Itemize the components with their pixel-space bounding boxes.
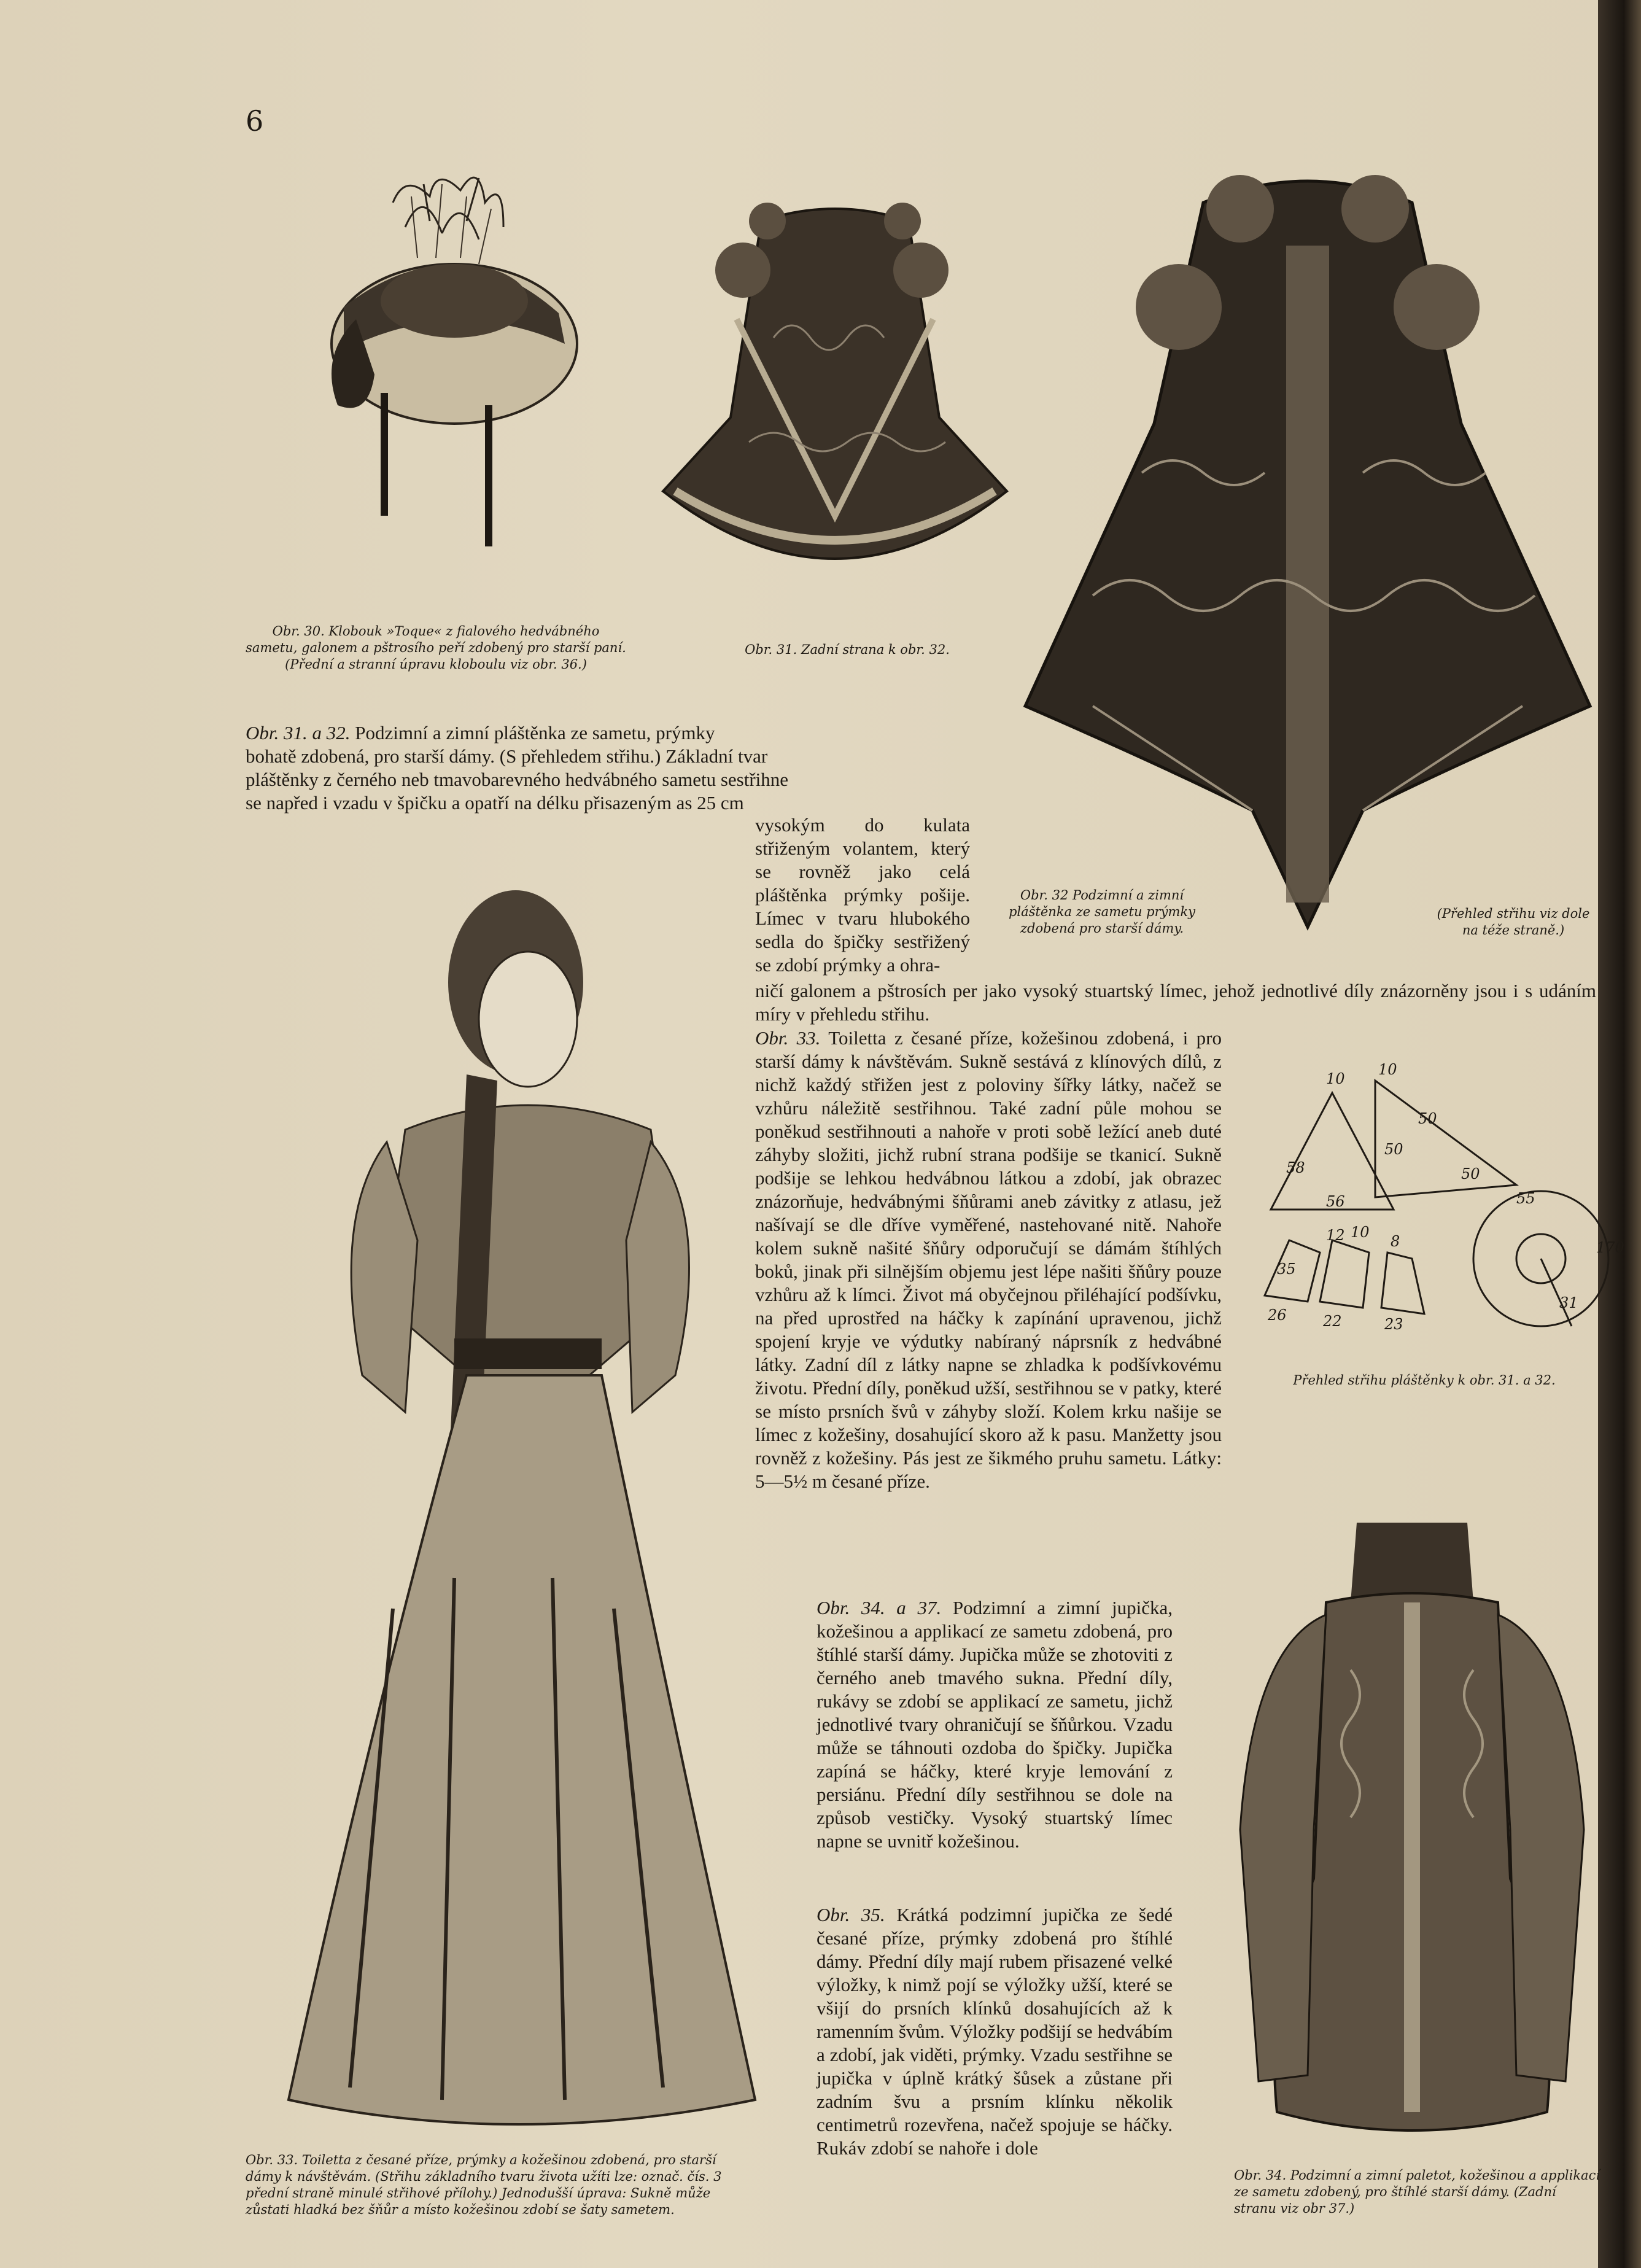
caption-fig33: Obr. 33. Toiletta z česané příze, prýmky a kožešinou zdobená, pro starší dámy k návštěvám. (Střihu základního tvaru života užíti lze: označ. čís. 3 přední straně minulé střihové přílohy.) Jednodušší úprava: Sukně může zůstati hladká bez šňůr a místo kožešinou zdobí se šaty sametem. bbox=[246, 2153, 722, 2217]
caption-pattern: Přehled střihu pláštěnky k obr. 31. a 32. bbox=[1293, 1373, 1556, 1388]
figure-ref: Obr. 34. a 37. bbox=[817, 1597, 942, 1618]
paragraph-text: ničí galonem a pštrosích per jako vysoký stuartský límec, jehož jednotlivé díly znázorněny jsou i s udáním míry v přehledu střihu. bbox=[755, 980, 1596, 1025]
article-text-fig34 bbox=[817, 1596, 1173, 1853]
paragraph-text: vysokým do kulata střiženým volantem, který se rovněž jako celá pláštěnka prýmky pošije. Límec v tvaru hlubokého sedla do špičky sestřižený se zdobí prýmky a ohra- bbox=[755, 814, 970, 976]
text-line: pláštěnky z černého neb tmavobarevného hedvábného sametu sestřihne bbox=[246, 769, 789, 790]
article-text-cape-cont bbox=[755, 814, 970, 977]
figure-ref: Obr. 33. bbox=[755, 1027, 821, 1049]
cape-back-illustration bbox=[651, 184, 1019, 602]
caption-fig34: Obr. 34. Podzimní a zimní paletot, kožešinou a applikací ze sametu zdobený, pro štíhlé starší dámy. (Zadní stranu viz obr 37.) bbox=[1234, 2168, 1600, 2216]
pattern-label: 35 bbox=[1277, 1260, 1296, 1278]
page-number: 6 bbox=[246, 104, 264, 138]
pattern-label: 8 bbox=[1391, 1233, 1400, 1250]
pattern-label: 22 bbox=[1323, 1313, 1342, 1330]
text-line: se napřed i vzadu v špičku a opatří na délku přisazeným as 25 cm bbox=[246, 792, 744, 814]
pattern-label: 26 bbox=[1268, 1307, 1287, 1324]
pattern-label: 170 bbox=[1596, 1239, 1624, 1256]
article-text-intro bbox=[246, 721, 970, 815]
pattern-label: 31 bbox=[1559, 1294, 1578, 1311]
pattern-label: 12 bbox=[1326, 1227, 1345, 1244]
pattern-label: 23 bbox=[1384, 1316, 1403, 1333]
hat-illustration bbox=[282, 160, 626, 577]
pattern-label: 10 bbox=[1378, 1061, 1397, 1078]
paragraph-text: Podzimní a zimní jupička, kožešinou a applikací ze sametu zdobená, pro štíhlé starší dámy. Jupička může se zhotoviti z černého aneb tmavého sukna. Přední díly, rukávy se zdobí se applikací ze sametu, jichž jednotlivé tvary ohraničují se šňůrkou. Vzadu může se táhnouti ozdoba do špičky. Jupička zapíná se háčky, které kryje lemování z persiánu. Přední díly sestřihnou se dole na způsob vestičky. Vysoký stuartský límec napne se uvnitř kožešinou. bbox=[817, 1597, 1173, 1852]
pattern-label: 50 bbox=[1461, 1165, 1480, 1183]
caption-fig30: Obr. 30. Klobouk »Toque« z fialového hedvábného sametu, galonem a pštrosího peří zdobený pro starší paní. (Přední a stranní úpravu kloboulu viz obr. 36.) bbox=[246, 624, 626, 672]
text-line: bohatě zdobená, pro starší dámy. (S přehledem střihu.) Základní tvar bbox=[246, 745, 768, 767]
paletot-illustration bbox=[1216, 1510, 1608, 2149]
figure-ref: Obr. 31. a 32. bbox=[246, 722, 351, 744]
caption-fig32: Obr. 32 Podzimní a zimní pláštěnka ze sametu prýmky zdobená pro starší dámy. bbox=[1008, 888, 1196, 936]
paragraph-text: Krátká podzimní jupička ze šedé česané příze, prýmky zdobená pro štíhlé dámy. Přední díly mají rubem přisazené velké výložky, k nimž pojí se výložky užší, které se všijí do prsních klínků dosahujících až k ramenním švům. Výložky podšijí se hedvábím a zdobí, jak viděti, prýmky. Vzadu sestřihne se jupička v úplně krátký šůsek a zůstane při zadním švu a prsním klínku několik centimetrů rozevřena, načež spojuje se háčky. Rukáv zdobí se nahoře i dole bbox=[817, 1904, 1173, 2159]
pattern-label: 10 bbox=[1351, 1224, 1370, 1241]
pattern-label: 10 bbox=[1326, 1070, 1345, 1087]
article-text-cape-end bbox=[755, 979, 1596, 1026]
text-line: Podzimní a zimní pláštěnka ze sametu, prýmky bbox=[350, 722, 715, 744]
caption-fig31: Obr. 31. Zadní strana k obr. 32. bbox=[745, 642, 950, 657]
pattern-label: 56 bbox=[1326, 1193, 1345, 1210]
pattern-label: 55 bbox=[1516, 1190, 1535, 1207]
paragraph-text: Toiletta z česané příze, kožešinou zdobená, i pro starší dámy k návštěvám. Sukně sestává z klínových dílů, z nichž každý střižen jest z poloviny šířky látky, načež se vzhůru náležitě sestřihnou. Také zadní půle mohou se poněkud sestřihnouti a nahoře v proti sobě ležící aneb duté záhyby složiti, jichž rubní strana podšije se tkanicí. Sukně podšije se lehkou hedvábnou látkou a zdobí, jak obrazec znázorňuje, hedvábnými šňůrami aneb závitky z atlasu, jež našívají se dle dříve vyměřené, nastehované nitě. Nahoře kolem sukně našité šňůry odporučují se dámám štíhlých boků, jinak při silnějším objemu jest lépe našiti šňůry pouze vzhůru až k límci. Život má obyčejnou přiléhající podšívku, na před uprostřed na háčky k zapínání upravenou, jichž spojení kryje ve výdutky nabíraný náprsník z hedvábné látky. Zadní díl z látky napne se zhladka k podšívkovému životu. Přední díly, poněkud užší, sestřihnou se v patky, které se místo prsních švů v záhyby složí. Kolem krku našije se límec z kožešiny, dosahující skoro až k pasu. Manžetty jsou rovněž z kožešiny. Pás jest ze šikmého pruhu sametu. Látky: 5—5½ m česané příze. bbox=[755, 1027, 1222, 1492]
pattern-label: 50 bbox=[1418, 1110, 1437, 1127]
caption-fig32-note: (Přehled střihu viz dole na téže straně.) bbox=[1437, 906, 1590, 938]
pattern-label: 58 bbox=[1286, 1159, 1305, 1176]
figure-ref: Obr. 35. bbox=[817, 1904, 885, 1925]
cape-front-illustration bbox=[1019, 166, 1596, 939]
pattern-label: 50 bbox=[1384, 1141, 1403, 1158]
article-text-fig35 bbox=[817, 1903, 1173, 2160]
article-text-fig33 bbox=[755, 1027, 1222, 1493]
toilette-illustration bbox=[246, 872, 786, 2149]
pattern-diagram bbox=[1252, 1056, 1624, 1345]
